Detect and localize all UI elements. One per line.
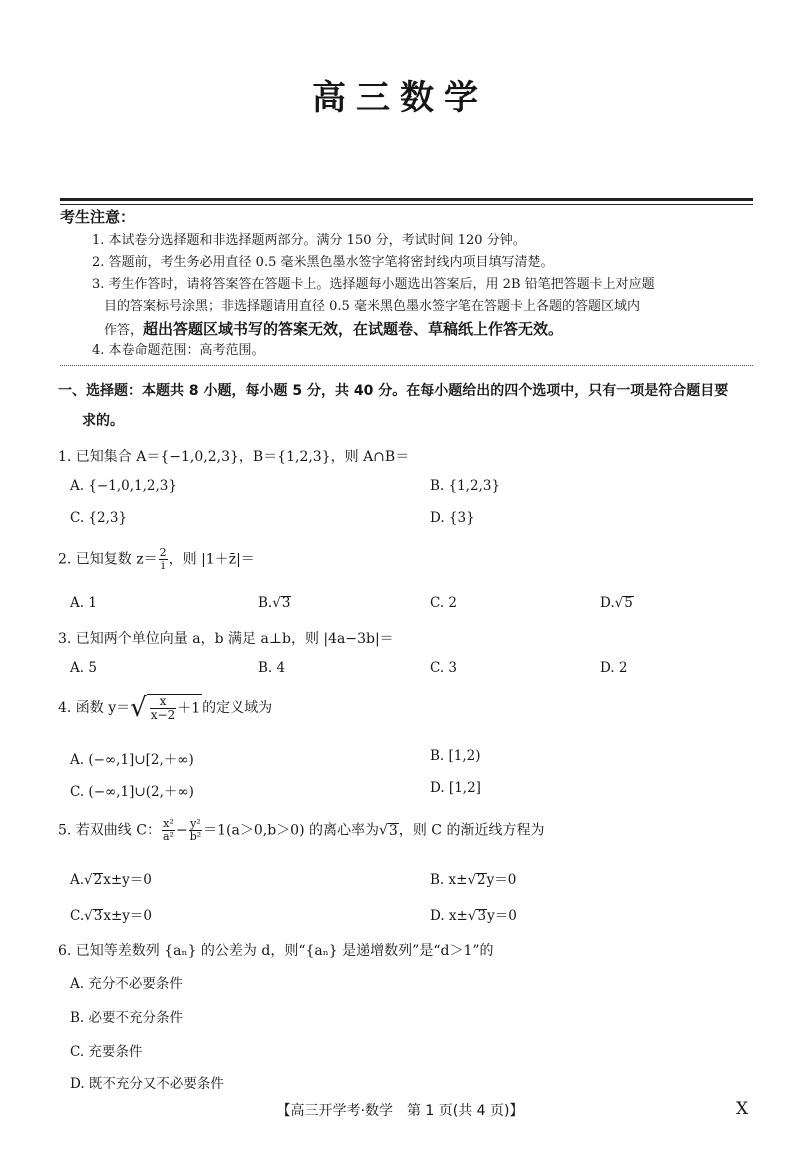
q3-option-c: C. 3	[430, 660, 458, 676]
q1-option-a: A. {−1,0,1,2,3}	[70, 478, 177, 494]
q3-option-d: D. 2	[600, 660, 628, 676]
q6-option-d: D. 既不充分又不必要条件	[70, 1076, 224, 1092]
notice-item-3: 3. 考生作答时，请将答案答在答题卡上。选择题每小题选出答案后，用 2B 铅笔把答题卡上对应题	[92, 277, 655, 292]
q2-option-d-radicand: 5	[624, 595, 633, 611]
q5-option-a-label: A.	[70, 872, 85, 888]
q6-option-c: C. 充要条件	[70, 1044, 143, 1060]
q2-stem	[58, 547, 255, 572]
q5-stem: 5. 若双曲线 C： $\frac{\text{x²}}{\text{a²}}$ − $\frac{\text{y²}}{\text{b²}}$ ＝1(a＞0,b＞0) 的离心率为√3，则 C 的渐近线方程为	[58, 817, 545, 844]
q5-option-a-post: x±y＝0	[103, 872, 152, 888]
q5-stem-radicand: 3	[388, 822, 398, 839]
q2-option-d: D.√5	[600, 595, 633, 611]
q5-stem-mid: ＝1(a＞0,b＞0) 的离心率为	[203, 822, 379, 839]
notice-item-1: 1. 本试卷分选择题和非选择题两部分。满分 150 分，考试时间 120 分钟。	[92, 233, 526, 248]
q2-option-b: B.√3	[258, 595, 291, 611]
q5-option-a-radicand: 2	[93, 872, 103, 888]
q4-radical	[130, 694, 202, 722]
q4-stem-post: 的定义域为	[202, 700, 273, 717]
q4-stem-pre: 4. 函数 y＝	[58, 700, 131, 717]
header-rule-thick	[60, 198, 753, 201]
q5-option-d-label: D. x±	[430, 908, 468, 924]
section-heading-cont: 求的。	[82, 413, 124, 429]
q4-option-c: C. (−∞,1]∪(2,＋∞)	[70, 784, 194, 800]
q2-fraction	[159, 547, 168, 572]
q5-fraction-x-den: a²	[162, 830, 174, 844]
header-rule-thin	[60, 204, 753, 205]
q5-stem-pre: 5. 若双曲线 C：	[58, 822, 161, 839]
q5-option-b-radicand: 2	[477, 872, 486, 888]
q1-option-d: D. {3}	[430, 510, 475, 526]
q2-stem-post: ，则 |1＋z̄|＝	[168, 551, 255, 568]
notice-item-2: 2. 答题前，考生务必用直径 0.5 毫米黑色墨水签字笔将密封线内项目填写清楚。	[92, 255, 554, 270]
q4-plus-one: ＋1	[177, 700, 201, 717]
notice-dotted-divider	[60, 365, 753, 366]
section-heading: 一、选择题：本题共 8 小题，每小题 5 分，共 40 分。在每小题给出的四个选项中，只有一项是符合题目要	[58, 383, 729, 399]
q5-fraction-x	[162, 818, 175, 843]
q1-option-c: C. {2,3}	[70, 510, 128, 526]
exam-title: 高三数学	[312, 78, 488, 118]
notice-item-3-cont: 目的答案标号涂黑；非选择题请用直径 0.5 毫米黑色墨水签字笔在答题卡上各题的答题区域内	[104, 299, 640, 314]
q2-option-c: C. 2	[430, 595, 458, 611]
q2-option-b-radicand: 3	[281, 595, 291, 611]
q1-option-b: B. {1,2,3}	[430, 478, 501, 494]
q5-option-c-post: x±y＝0	[103, 908, 152, 924]
q2-option-d-label: D.	[600, 595, 615, 611]
q6-option-a: A. 充分不必要条件	[70, 976, 183, 992]
notice-item-3-tail-text: 作答，	[104, 323, 144, 338]
q2-option-a: A. 1	[70, 595, 97, 611]
q4-radical-sign: √	[130, 693, 147, 724]
q5-option-c-label: C.	[70, 908, 85, 924]
q3-option-a: A. 5	[70, 660, 97, 676]
q4-fraction-den: x−2	[150, 708, 176, 723]
q5-option-c: C.√3x±y＝0	[70, 908, 152, 924]
q5-fraction-y	[189, 818, 202, 843]
q5-option-c-radicand: 3	[93, 908, 103, 924]
q5-option-b: B. x±√2y＝0	[430, 872, 517, 888]
q4-stem	[58, 694, 272, 722]
q5-minus: −	[175, 822, 188, 839]
q5-option-a: A.√2x±y＝0	[70, 872, 152, 888]
notice-heading: 考生注意：	[60, 208, 136, 226]
q5-option-d: D. x±√3y＝0	[430, 908, 517, 924]
q4-fraction-num: x	[150, 695, 176, 709]
notice-item-3-tail	[104, 318, 759, 342]
q2-stem-pre: 2. 已知复数 z＝	[58, 551, 158, 568]
q5-fraction-x-num: x²	[163, 817, 174, 830]
q2-fraction-num: 2	[159, 546, 167, 559]
q3-option-b: B. 4	[258, 660, 286, 676]
q6-option-b: B. 必要不充分条件	[70, 1010, 184, 1026]
q4-radical-body	[147, 694, 202, 722]
q5-option-b-label: B. x±	[430, 872, 468, 888]
q4-fraction	[150, 695, 176, 722]
q5-fraction-y-num: y²	[190, 817, 201, 830]
q4-option-d: D. [1,2]	[430, 780, 481, 796]
notice-item-4: 4. 本卷命题范围：高考范围。	[92, 343, 265, 358]
q2-fraction-den: i	[161, 559, 165, 573]
q5-fraction-y-den: b²	[189, 830, 202, 844]
q5-option-d-post: y＝0	[487, 908, 517, 924]
q1-stem: 1. 已知集合 A＝{−1,0,2,3}，B＝{1,2,3}，则 A∩B＝	[58, 449, 410, 465]
q5-option-d-radicand: 3	[477, 908, 487, 924]
q6-stem: 6. 已知等差数列 {aₙ} 的公差为 d，则“{aₙ} 是递增数列”是“d＞1”的	[58, 943, 494, 959]
q4-option-a: A. (−∞,1]∪[2,＋∞)	[70, 752, 194, 768]
footer-mark: X	[736, 1099, 749, 1119]
q4-option-b: B. [1,2)	[430, 748, 481, 764]
page-footer: 【高三开学考·数学 第 1 页(共 4 页)】	[276, 1103, 524, 1119]
q5-stem-post: ，则 C 的渐近线方程为	[398, 822, 545, 839]
notice-emphasis: 超出答题区域书写的答案无效，在试题卷、草稿纸上作答无效。	[143, 320, 564, 338]
q5-option-b-post: y＝0	[486, 872, 517, 888]
q2-option-b-label: B.	[258, 595, 273, 611]
q3-stem: 3. 已知两个单位向量 a，b 满足 a⊥b，则 |4a−3b|＝	[58, 631, 394, 647]
